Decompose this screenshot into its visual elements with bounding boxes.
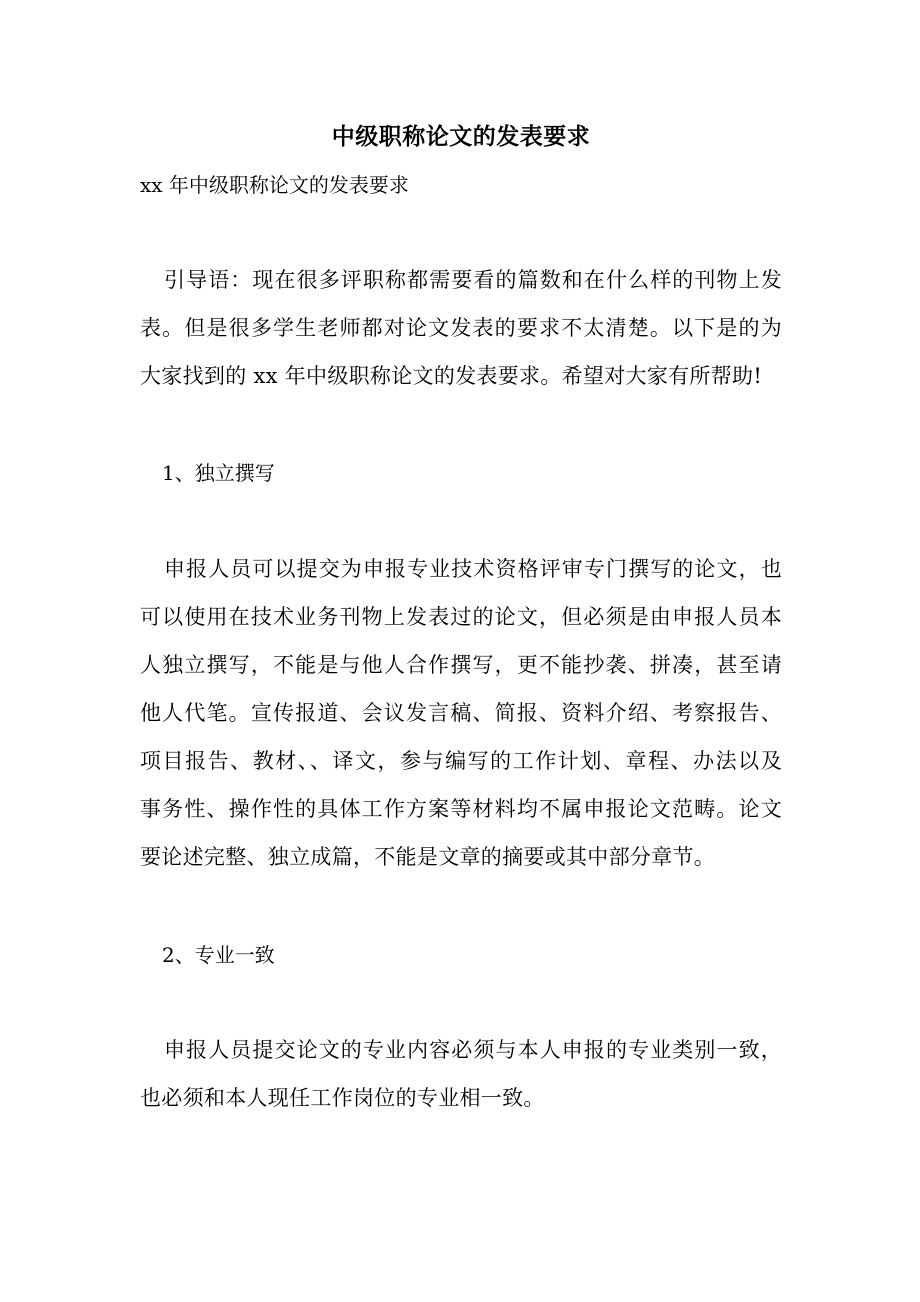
section-heading-2: 2、专业一致: [162, 943, 275, 967]
paragraph-line: 表。但是很多学生老师都对论文发表的要求不太清楚。以下是的为: [140, 316, 782, 340]
paragraph-line: 可以使用在技术业务刊物上发表过的论文，但必须是由申报人员本: [140, 605, 782, 629]
document-title: 中级职称论文的发表要求: [331, 124, 591, 150]
paragraph-line: 申报人员可以提交为申报专业技术资格评审专门撰写的论文，也: [164, 557, 782, 581]
paragraph-line: 事务性、操作性的具体工作方案等材料均不属申报论文范畴。论文: [140, 797, 782, 821]
section-heading-1: 1、独立撰写: [162, 461, 275, 485]
paragraph-line: 人独立撰写，不能是与他人合作撰写，更不能抄袭、拼凑，甚至请: [140, 653, 782, 677]
paragraph-line: 引导语：现在很多评职称都需要看的篇数和在什么样的刊物上发: [164, 268, 782, 292]
intro-paragraph: [140, 256, 782, 400]
section-2-paragraph: [140, 1026, 782, 1122]
paragraph-line: 他人代笔。宣传报道、会议发言稿、简报、资料介绍、考察报告、: [140, 701, 782, 725]
paragraph-line: 申报人员提交论文的专业内容必须与本人申报的专业类别一致，: [164, 1038, 782, 1062]
paragraph-line: 项目报告、教材、、译文，参与编写的工作计划、章程、办法以及: [140, 749, 782, 773]
section-1-paragraph: [140, 545, 782, 881]
paragraph-line: 大家找到的 xx 年中级职称论文的发表要求。希望对大家有所帮助!: [140, 364, 763, 388]
paragraph-line: 要论述完整、独立成篇，不能是文章的摘要或其中部分章节。: [140, 845, 716, 869]
document-subtitle: xx 年中级职称论文的发表要求: [140, 173, 409, 197]
paragraph-line: 也必须和本人现任工作岗位的专业相一致。: [140, 1086, 545, 1110]
